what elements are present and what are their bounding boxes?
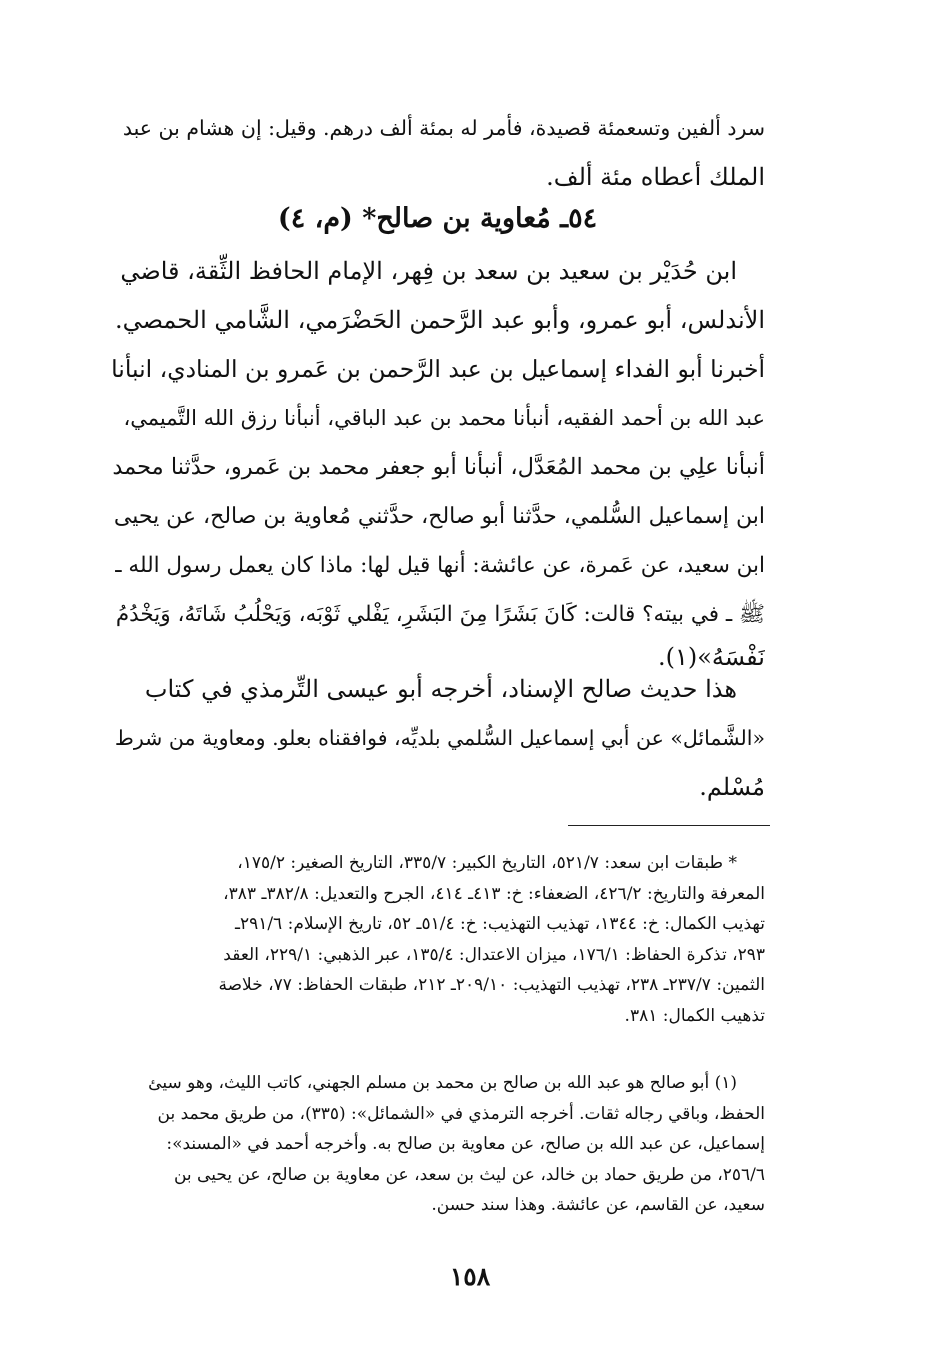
entry-heading: ٥٤ـ مُعاوية بن صالح* (م، ٤) [277,203,598,234]
text-line: الملك أعطاه مئة ألف. [546,163,765,191]
footnote-line: ٢٩٣، تذكرة الحفاظ: ١٧٦/١، ميزان الاعتدال: ١٣٥/٤، عبر الذهبي: ٢٢٩/١، العقد [223,944,765,965]
text-line: مُسْلم. [699,773,765,801]
text-line: أخبرنا أبو الفداء إسماعيل بن عبد الرَّحمن بن عَمرو بن المنادي، انبأنا [111,355,765,383]
text-line: ابن سعيد، عن عَمرة، عن عائشة: أنها قيل لها: ماذا كان يعمل رسول الله ـ [115,553,765,578]
footnote-line: الثمين: ٢٣٧/٧ـ ٢٣٨، تهذيب التهذيب: ٢٠٩/١٠ـ ٢١٢، طبقات الحفاظ: ٧٧، خلاصة [218,975,765,995]
text-line: عبد الله بن أحمد الفقيه، أنبأنا محمد بن عبد الباقي، أنبأنا رزق الله التَّميمي، [123,406,765,430]
footnote-line: الحفظ، وباقي رجاله ثقات. أخرجه الترمذي في «الشمائل»: (٣٣٥)، من طريق محمد بن [157,1103,765,1124]
text-line: ﷺ ـ في بيته؟ قالت: كَانَ بَشَرًا مِنَ البَشَرِ، يَفْلي ثَوْبَه، وَيَحْلُبُ شَاتَهُ، وَيَخْدُمُ [115,602,765,627]
text-line: سرد ألفين وتسعمئة قصيدة، فأمر له بمئة ألف درهم. وقيل: إن هشام بن عبد [122,116,765,140]
text-line: الأندلس، أبو عمرو، وأبو عبد الرَّحمن الحَضْرَمي، الشَّامي الحمصي. [114,306,765,334]
footnote-line: * طبقات ابن سعد: ٥٢١/٧، التاريخ الكبير: ٣٣٥/٧، التاريخ الصغير: ١٧٥/٢، [237,853,737,873]
text-line: ابن حُدَيْر بن سعيد بن سعد بن فِهر، الإمام الحافظ الثِّقة، قاضي [120,257,737,285]
footnote-line: (١) أبو صالح هو عبد الله بن صالح بن محمد بن مسلم الجهني، كاتب الليث، وهو سيئ [148,1073,737,1093]
commentary-paragraph [110,665,765,812]
text-line: ابن إسماعيل السُّلمي، حدَّثنا أبو صالح، حدَّثني مُعاوية بن صالح، عن يحيى [113,504,765,529]
footnote-line: تذهيب الكمال: ٣٨١. [624,1005,765,1026]
footnote-1 [110,1068,765,1221]
biography-paragraph [110,247,765,345]
text-line: «الشَّمائل» عن أبي إسماعيل السُّلمي بلديِّه، فوافقناه بعلو. ومعاوية من شرط [114,726,765,750]
text-line: نَفْسَهُ»(١). [657,643,765,671]
top-paragraph [110,104,765,202]
footnote-line: تهذيب الكمال: خ: ١٣٤٤، تهذيب التهذيب: خ: ٥١/٤ـ ٥٢، تاريخ الإسلام: ٢٩١/٦ـ [234,914,765,934]
page-number: ١٥٨ [449,1262,491,1291]
footnote-line: إسماعيل، عن عبد الله بن صالح، عن معاوية بن صالح به. وأخرجه أحمد في «المسند»: [166,1134,765,1154]
footnote-line: سعيد، عن القاسم، عن عائشة. وهذا سند حسن. [431,1195,765,1215]
hadith-paragraph [110,345,765,675]
footnote-sources [110,848,765,1031]
footnote-separator [568,825,770,826]
footnote-line: المعرفة والتاريخ: ٤٢٦/٢، الضعفاء: خ: ٤١٣ـ ٤١٤، الجرح والتعديل: ٣٨٢/٨ـ ٣٨٣، [223,883,765,904]
text-line: هذا حديث صالح الإسناد، أخرجه أبو عيسى التِّرمذي في كتاب [144,675,737,703]
footnote-line: ٢٥٦/٦، من طريق حماد بن خالد، عن ليث بن سعد، عن معاوية بن صالح، عن يحيى بن [173,1164,765,1185]
text-line: أنبأنا علِي بن محمد المُعَدَّل، أنبأنا أبو جعفر محمد بن عَمرو، حدَّثنا محمد [112,454,765,480]
